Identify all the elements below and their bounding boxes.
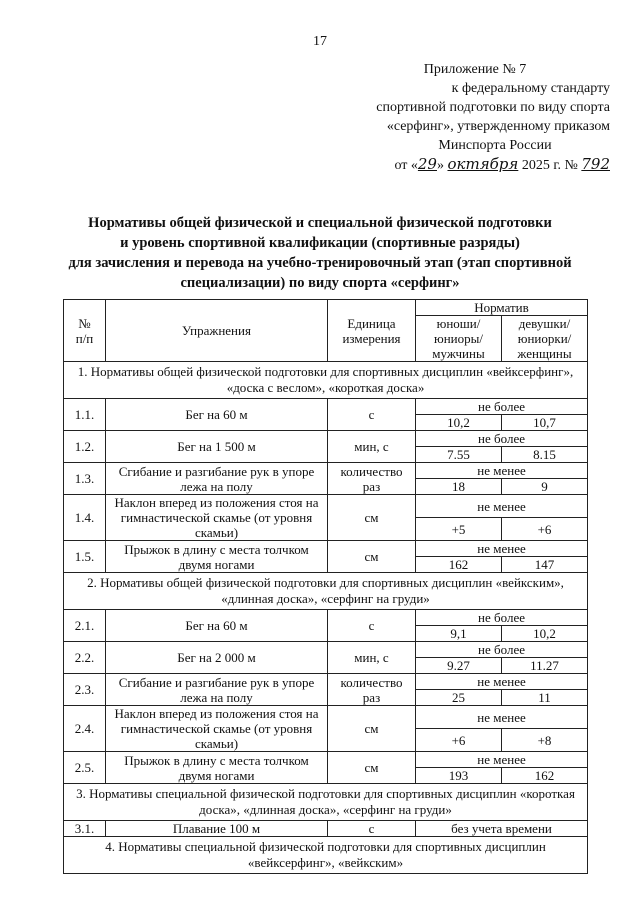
appendix-line: Минспорта России — [438, 138, 552, 153]
norm-condition: не менее — [416, 541, 588, 557]
row-number: 1.5. — [64, 541, 106, 573]
date-mid: » — [436, 158, 448, 173]
male-value: 25 — [416, 690, 502, 706]
unit-cell: мин, с — [328, 431, 416, 463]
header-girls: девушки/ юниорки/ женщины — [502, 316, 588, 362]
unit-cell: см — [328, 541, 416, 573]
table-row — [64, 821, 588, 837]
norm-condition: не более — [416, 610, 588, 626]
table-row — [64, 541, 588, 557]
male-value: 9.27 — [416, 658, 502, 674]
female-value: 147 — [502, 557, 588, 573]
table-row — [64, 463, 588, 479]
table-row — [64, 495, 588, 518]
title-line: специализации) по виду спорта «серфинг» — [180, 275, 460, 291]
unit-cell: см — [328, 495, 416, 541]
date-prefix: от « — [394, 158, 418, 173]
title-line: и уровень спортивной квалификации (спортивные разряды) — [120, 235, 520, 251]
row-number: 2.2. — [64, 642, 106, 674]
female-value: 11.27 — [502, 658, 588, 674]
header-norm: Норматив — [416, 300, 588, 316]
female-value: +6 — [502, 518, 588, 541]
female-value: 10,2 — [502, 626, 588, 642]
male-value: 10,2 — [416, 415, 502, 431]
exercise-cell: Плавание 100 м — [106, 821, 328, 837]
norm-value-full: без учета времени — [416, 821, 588, 837]
exercise-cell: Наклон вперед из положения стоя на гимнастической скамье (от уровня скамьи) — [106, 495, 328, 541]
male-value: 162 — [416, 557, 502, 573]
row-number: 1.1. — [64, 399, 106, 431]
exercise-cell: Бег на 60 м — [106, 399, 328, 431]
title-line: для зачисления и перевода на учебно-тренировочный этап (этап спортивной — [68, 255, 572, 271]
norm-condition: не менее — [416, 463, 588, 479]
header-unit: Единица измерения — [328, 300, 416, 362]
handwritten-order-number: 792 — [581, 155, 610, 173]
male-value: 9,1 — [416, 626, 502, 642]
norm-condition: не менее — [416, 752, 588, 768]
section-row — [64, 837, 588, 874]
unit-cell: мин, с — [328, 642, 416, 674]
exercise-cell: Прыжок в длину с места толчком двумя ногами — [106, 752, 328, 784]
norm-condition: не менее — [416, 674, 588, 690]
table-row — [64, 706, 588, 729]
exercise-cell: Прыжок в длину с места толчком двумя ногами — [106, 541, 328, 573]
table-row — [64, 752, 588, 768]
date-year: 2025 г. № — [518, 158, 582, 173]
male-value: 193 — [416, 768, 502, 784]
table-row — [64, 674, 588, 690]
row-number: 3.1. — [64, 821, 106, 837]
appendix-line: к федеральному стандарту — [451, 81, 610, 96]
row-number: 1.4. — [64, 495, 106, 541]
section-title: 4. Нормативы специальной физической подготовки для спортивных дисциплин «вейксерфинг», «вейкским» — [64, 837, 588, 874]
appendix-block — [340, 60, 610, 175]
row-number: 2.5. — [64, 752, 106, 784]
male-value: 18 — [416, 479, 502, 495]
female-value: 10,7 — [502, 415, 588, 431]
table-row — [64, 642, 588, 658]
handwritten-day: 29 — [417, 155, 437, 173]
row-number: 1.2. — [64, 431, 106, 463]
unit-cell: с — [328, 399, 416, 431]
female-value: 11 — [502, 690, 588, 706]
section-title: 3. Нормативы специальной физической подготовки для спортивных дисциплин «короткая доска», «длинная доска», «серфинг на груди» — [64, 784, 588, 821]
norm-condition: не менее — [416, 706, 588, 729]
exercise-cell: Сгибание и разгибание рук в упоре лежа на полу — [106, 674, 328, 706]
unit-cell: с — [328, 610, 416, 642]
unit-cell: см — [328, 752, 416, 784]
norm-condition: не более — [416, 431, 588, 447]
female-value: +8 — [502, 729, 588, 752]
norm-condition: не более — [416, 399, 588, 415]
table-header-row — [64, 300, 588, 316]
appendix-line: «серфинг», утвержденному приказом — [386, 119, 610, 134]
section-title: 1. Нормативы общей физической подготовки для спортивных дисциплин «вейксерфинг», «доска с веслом», «короткая доска» — [64, 362, 588, 399]
male-value: +5 — [416, 518, 502, 541]
exercise-cell: Сгибание и разгибание рук в упоре лежа на полу — [106, 463, 328, 495]
section-row — [64, 784, 588, 821]
section-row — [64, 362, 588, 399]
female-value: 162 — [502, 768, 588, 784]
exercise-cell: Наклон вперед из положения стоя на гимнастической скамье (от уровня скамьи) — [106, 706, 328, 752]
exercise-cell: Бег на 60 м — [106, 610, 328, 642]
unit-cell: количество раз — [328, 463, 416, 495]
unit-cell: количество раз — [328, 674, 416, 706]
row-number: 2.1. — [64, 610, 106, 642]
norm-condition: не более — [416, 642, 588, 658]
female-value: 9 — [502, 479, 588, 495]
male-value: +6 — [416, 729, 502, 752]
header-num: № п/п — [64, 300, 106, 362]
female-value: 8.15 — [502, 447, 588, 463]
row-number: 1.3. — [64, 463, 106, 495]
title-line: Нормативы общей физической и специальной физической подготовки — [88, 215, 552, 231]
male-value: 7.55 — [416, 447, 502, 463]
table-row — [64, 431, 588, 447]
row-number: 2.4. — [64, 706, 106, 752]
order-date-line — [340, 155, 610, 175]
norms-table-body — [64, 300, 588, 874]
document-title — [40, 213, 600, 293]
section-row — [64, 573, 588, 610]
table-row — [64, 610, 588, 626]
unit-cell: см — [328, 706, 416, 752]
header-boys: юноши/ юниоры/ мужчины — [416, 316, 502, 362]
table-row — [64, 399, 588, 415]
row-number: 2.3. — [64, 674, 106, 706]
appendix-line: спортивной подготовки по виду спорта — [376, 100, 610, 115]
norms-table — [63, 299, 588, 874]
page-number: 17 — [313, 34, 327, 49]
appendix-line: Приложение № 7 — [423, 62, 527, 77]
exercise-cell: Бег на 2 000 м — [106, 642, 328, 674]
unit-cell: с — [328, 821, 416, 837]
handwritten-month: октября — [447, 155, 519, 173]
norm-condition: не менее — [416, 495, 588, 518]
exercise-cell: Бег на 1 500 м — [106, 431, 328, 463]
section-title: 2. Нормативы общей физической подготовки для спортивных дисциплин «вейкским», «длинная доска», «серфинг на груди» — [64, 573, 588, 610]
header-exercise: Упражнения — [106, 300, 328, 362]
